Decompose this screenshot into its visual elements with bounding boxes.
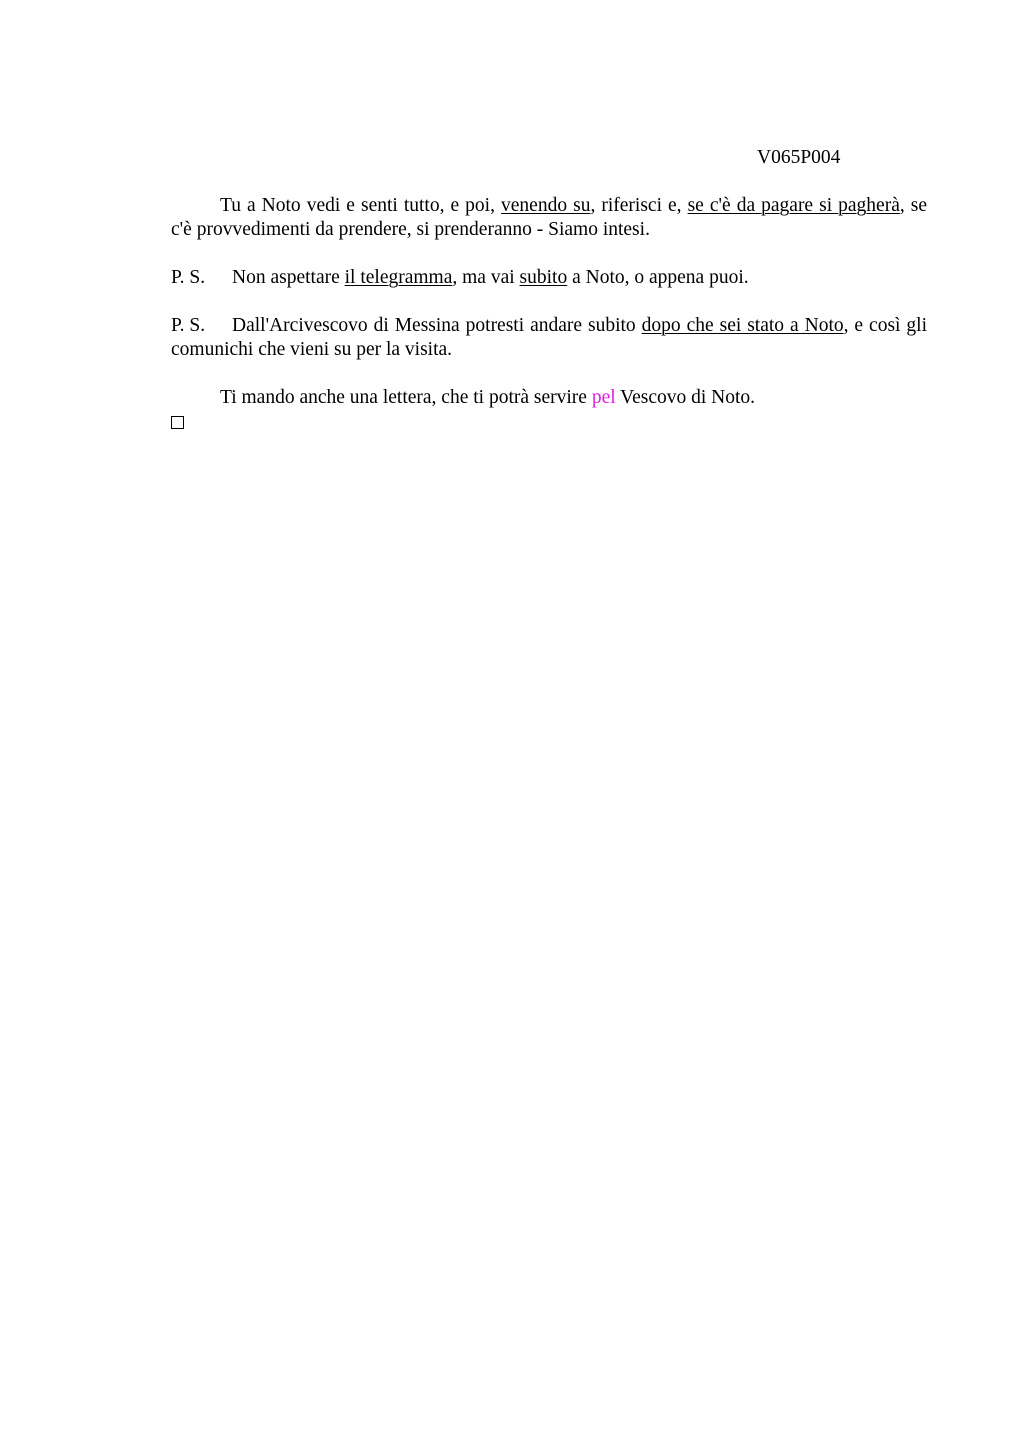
highlighted-word-pel: pel — [591, 387, 616, 408]
underlined-phrase-noto: dopo che sei stato a Noto — [641, 315, 844, 336]
paragraph-4-text-2: Vescovo di Noto. — [615, 387, 756, 408]
letter-body — [171, 194, 927, 429]
paragraph-1-text-3: , se c'è provvedimenti da prendere, si prenderanno - Siamo intesi. — [171, 195, 928, 240]
paragraph-4 — [171, 386, 927, 410]
postscript-2-text-1: Dall'Arcivescovo di Messina potresti andare subito — [232, 315, 642, 336]
paragraph-1-text-1: Tu a Noto vedi e senti tutto, e poi, — [220, 195, 502, 216]
underlined-phrase-venendo-su: venendo su — [501, 195, 591, 216]
postscript-1-label: P. S. — [171, 267, 206, 288]
page-reference: V065P004 — [757, 147, 841, 168]
paragraph-1 — [171, 194, 927, 242]
postscript-2-label: P. S. — [171, 315, 206, 336]
end-square-icon — [171, 416, 184, 429]
postscript-1-text-3: a Noto, o appena puoi. — [567, 267, 749, 288]
postscript-1 — [171, 266, 927, 290]
underlined-phrase-telegramma: il telegramma — [344, 267, 453, 288]
underlined-phrase-subito: subito — [519, 267, 568, 288]
postscript-1-text-1: Non aspettare — [232, 267, 345, 288]
underlined-phrase-pagare: se c'è da pagare si pagherà — [687, 195, 900, 216]
paragraph-1-text-2: , riferisci e, — [590, 195, 688, 216]
postscript-1-text-2: , ma vai — [452, 267, 520, 288]
postscript-2-text-2: , e così gli comunichi che vieni su per la visita. — [171, 315, 927, 360]
postscript-2 — [171, 314, 927, 362]
paragraph-4-text-1: Ti mando anche una lettera, che ti potrà servire — [220, 387, 592, 408]
